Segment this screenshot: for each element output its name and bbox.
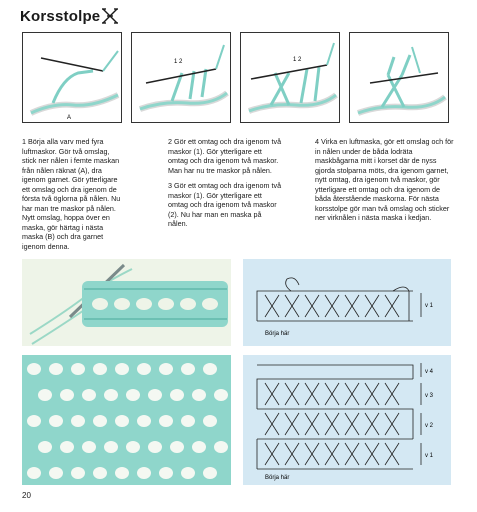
work-in-progress-photo (22, 259, 231, 346)
instruction-step-3: 3 Gör ett omtag och dra igenom två maskor (1). Gör ytterligare ett omtag och dra igenom två maskor (2). Nu har man en maska på nålen. (168, 181, 282, 228)
row-label-v1-bottom: v 1 (425, 453, 434, 459)
step-3-label: 1 2 (293, 57, 302, 63)
row-label-v1-top: v 1 (425, 303, 434, 309)
finished-sample-photo (22, 355, 231, 485)
instruction-column-1 (22, 137, 122, 257)
step-illustration-2 (131, 32, 231, 123)
row-label-v3: v 3 (425, 393, 434, 399)
chart-diagram-one-row (243, 259, 451, 346)
step-2-label: 1 2 (174, 59, 183, 65)
start-here-label-bottom: Börja här (265, 475, 290, 481)
instruction-step-2: 2 Gör ett omtag och dra igenom två maskor (1). Gör ytterligare ett omtag och dra igenom två maskor. Man har nu tre maskor på nålen. (168, 137, 282, 175)
start-here-label-top: Börja här (265, 331, 290, 337)
step-illustration-3 (240, 32, 340, 123)
step-illustration-4 (349, 32, 449, 123)
chart-diagram-four-rows (243, 355, 451, 485)
instruction-column-2 (168, 137, 283, 235)
step-1-label: A (67, 115, 72, 121)
instruction-column-3 (315, 137, 455, 229)
row-label-v2: v 2 (425, 423, 434, 429)
instruction-step-1: 1 Börja alla varv med fyra luftmaskor. Gör två omslag, stick ner nålen i femte maskan från nålen räknat (A), dra igenom garnet. Gör ytterligare ett omslag och dra igenom de första två öglorna på nålen. Nu har man tre maskor på nålen. Nytt omslag, hoppa över en maska, gör härtag i nästa maska (B) och dra garnet igenom denna. (22, 137, 121, 251)
page-title: Korsstolpe (20, 8, 101, 25)
step-illustration-1 (22, 32, 122, 123)
row-label-v4: v 4 (425, 369, 434, 375)
page-number: 20 (22, 491, 31, 500)
instruction-step-4: 4 Virka en luftmaska, gör ett omslag och för in nålen under de båda lodräta maskbågarna mitt i korset där de nyss gjorda stolparna möts, dra igenom garnet, nytt omtag, dra igenom två maskor, gör ytterligare ett omtag och dra igenom de båda återstående maskorna. För nästa korsstolpe gör man två omslag och sticker ner virknålen i nästa maska i kedjan. (315, 137, 454, 222)
crossed-stitch-icon (100, 6, 120, 26)
